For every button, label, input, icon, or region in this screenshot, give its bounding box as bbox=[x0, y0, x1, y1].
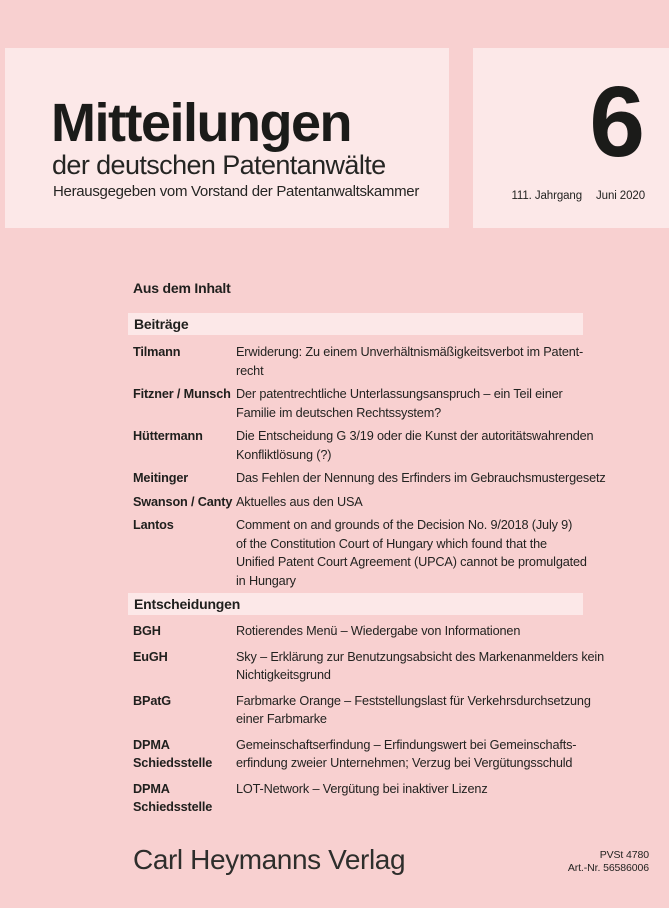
entry-title: Rotierendes Menü – Wiedergabe von Informationen bbox=[236, 624, 521, 638]
contents-row bbox=[133, 427, 623, 464]
entry-title: Sky – Erklärung zur Benutzungsabsicht des Markenanmelders kein Nichtigkeitsgrund bbox=[236, 649, 604, 682]
publisher-line: Herausgegeben vom Vorstand der Patentanwaltskammer bbox=[53, 183, 420, 200]
entry-author: DPMA Schiedsstelle bbox=[133, 737, 213, 770]
entry-title: Die Entscheidung G 3/19 oder die Kunst der autoritätswahrenden Konfliktlösung (?) bbox=[236, 429, 594, 462]
entry-title: Das Fehlen der Nennung des Erfinders im Gebrauchsmustergesetz bbox=[236, 471, 606, 485]
entry-author: Meitinger bbox=[133, 471, 189, 485]
entry-author: EuGH bbox=[133, 649, 168, 664]
contents-row bbox=[133, 780, 623, 817]
entry-title: Comment on and grounds of the Decision No. 9/2018 (July 9) of the Constitution Court of Hungary which found that the Unified Patent Court Agreement (UPCA) cannot be promulgated in Hungary bbox=[236, 518, 587, 588]
contents-row bbox=[133, 516, 623, 590]
journal-subtitle: der deutschen Patentanwälte bbox=[52, 150, 386, 180]
contents-row bbox=[133, 692, 623, 729]
volume-label: 111. Jahrgang bbox=[511, 190, 583, 202]
entry-title: Gemeinschaftserfindung – Erfindungswert bei Gemeinschafts- erfindung zweier Unternehmen; Verzug bei Vergütungsschuld bbox=[236, 737, 577, 770]
issue-date: Juni 2020 bbox=[596, 190, 645, 202]
issue-meta bbox=[511, 190, 645, 202]
masthead-panel bbox=[5, 48, 449, 228]
entry-author: DPMA Schiedsstelle bbox=[133, 781, 213, 814]
contents-row bbox=[133, 343, 623, 380]
contents-row bbox=[133, 622, 623, 641]
contents-row bbox=[133, 648, 623, 685]
contents-row bbox=[133, 736, 623, 773]
entry-title: LOT-Network – Vergütung bei inaktiver Lizenz bbox=[236, 781, 488, 796]
entry-title: Erwiderung: Zu einem Unverhältnismäßigkeitsverbot im Patent- recht bbox=[236, 345, 584, 378]
section-header-beitraege: Beiträge bbox=[128, 313, 583, 335]
entry-author: Hüttermann bbox=[133, 429, 203, 443]
issue-number: 6 bbox=[589, 66, 645, 178]
contents-row bbox=[133, 493, 623, 512]
entry-author: Swanson / Canty bbox=[133, 494, 233, 509]
entry-title: Der patentrechtliche Unterlassungsanspruch – ein Teil einer Familie im deutschen Rechtssystem? bbox=[236, 387, 563, 420]
contents-heading: Aus dem Inhalt bbox=[133, 280, 231, 296]
journal-title: Mitteilungen bbox=[51, 93, 351, 153]
contents-row bbox=[133, 469, 623, 488]
entry-title: Aktuelles aus den USA bbox=[236, 494, 363, 509]
entry-title: Farbmarke Orange – Feststellungslast für Verkehrsdurchsetzung einer Farbmarke bbox=[236, 693, 591, 726]
entry-author: Fitzner / Munsch bbox=[133, 387, 231, 401]
footer-meta bbox=[568, 849, 649, 875]
entry-author: Tilmann bbox=[133, 345, 181, 359]
entry-author: Lantos bbox=[133, 518, 174, 532]
section-header-entscheidungen: Entscheidungen bbox=[128, 593, 583, 615]
contents-row bbox=[133, 385, 623, 422]
article-number: Art.-Nr. 56586006 bbox=[567, 862, 649, 874]
postal-code: PVSt 4780 bbox=[599, 849, 649, 861]
publisher-imprint: Carl Heymanns Verlag bbox=[133, 844, 406, 875]
contents-list-entscheidungen bbox=[133, 622, 623, 817]
entry-author: BPatG bbox=[133, 693, 172, 708]
issue-panel bbox=[473, 48, 669, 228]
entry-author: BGH bbox=[133, 624, 161, 638]
contents-list-beitraege bbox=[133, 343, 623, 590]
